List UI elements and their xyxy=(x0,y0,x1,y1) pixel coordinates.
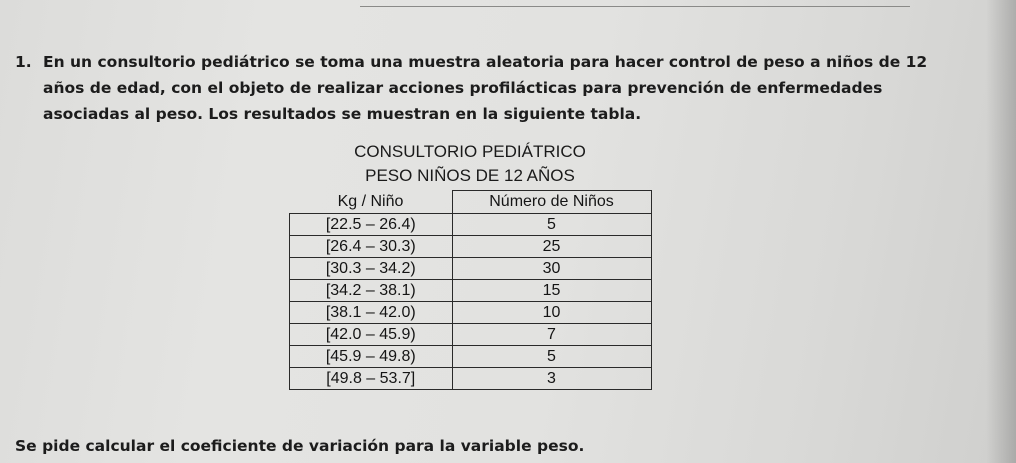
problem-text: En un consultorio pediátrico se toma una muestra aleatoria para hacer control de peso a niños de 12 años de edad, con el objeto de realizar acciones profilácticas para prevención de enfermedades asociadas al peso. Los resultados se muestran en la siguiente tabla. xyxy=(43,53,928,123)
count-cell: 3 xyxy=(452,368,651,390)
count-cell: 15 xyxy=(452,280,651,302)
interval-cell: [45.9 – 49.8) xyxy=(290,346,453,368)
table-row xyxy=(290,346,652,368)
table-row xyxy=(290,368,652,390)
count-cell: 30 xyxy=(452,258,651,280)
table-header-row xyxy=(290,191,652,214)
interval-cell: [38.1 – 42.0) xyxy=(290,302,453,324)
table-row xyxy=(290,324,652,346)
table-row xyxy=(290,214,652,236)
interval-cell: [30.3 – 34.2) xyxy=(290,258,453,280)
header-number-of-children: Número de Niños xyxy=(452,191,651,214)
count-cell: 7 xyxy=(452,324,651,346)
table-row xyxy=(290,280,652,302)
table-row xyxy=(290,302,652,324)
count-cell: 5 xyxy=(452,346,651,368)
interval-cell: [22.5 – 26.4) xyxy=(290,214,453,236)
weight-frequency-table xyxy=(289,190,652,390)
interval-cell: [42.0 – 45.9) xyxy=(290,324,453,346)
header-kg-per-child: Kg / Niño xyxy=(290,191,453,214)
interval-cell: [34.2 – 38.1) xyxy=(290,280,453,302)
interval-cell: [49.8 – 53.7] xyxy=(290,368,453,390)
question-text: Se pide calcular el coeficiente de variación para la variable peso. xyxy=(15,437,585,455)
problem-statement xyxy=(15,49,930,127)
problem-number: 1. xyxy=(15,53,32,71)
table-row xyxy=(290,258,652,280)
count-cell: 10 xyxy=(452,302,651,324)
count-cell: 25 xyxy=(452,236,651,258)
interval-cell: [26.4 – 30.3) xyxy=(290,236,453,258)
page-edge-shadow xyxy=(986,0,1016,463)
table-row xyxy=(290,236,652,258)
top-divider-line xyxy=(360,6,910,7)
count-cell: 5 xyxy=(452,214,651,236)
table-title-line2: PESO NIÑOS DE 12 AÑOS xyxy=(365,166,575,185)
table-title-line1: CONSULTORIO PEDIÁTRICO xyxy=(354,142,586,161)
